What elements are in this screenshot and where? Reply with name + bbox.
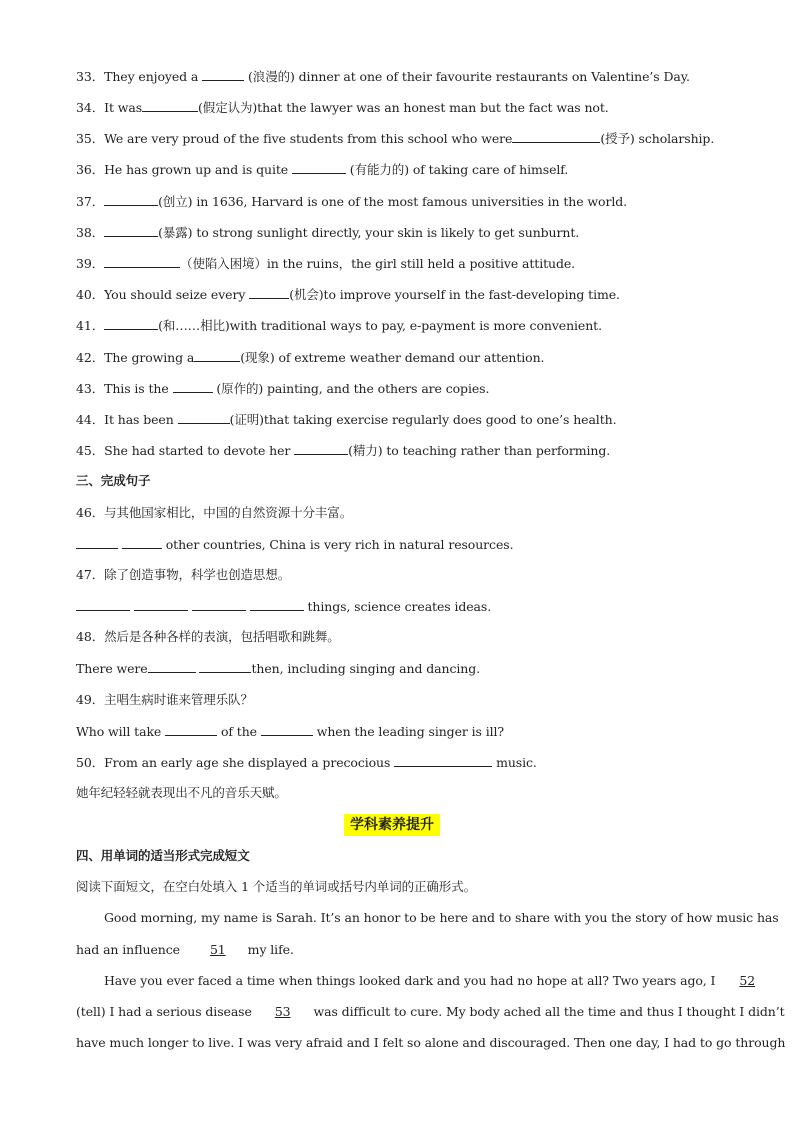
- question-42: 42．The growing a (现象) of extreme weather demand our attention.: [76, 350, 545, 365]
- answer-blank[interactable]: [134, 598, 188, 611]
- question-38: 38． (暴露) to strong sunlight directly, your skin is likely to get sunburnt.: [76, 225, 580, 240]
- answer-blank-53[interactable]: 53: [274, 1004, 291, 1019]
- answer-blank[interactable]: [394, 754, 492, 767]
- answer-blank[interactable]: [104, 224, 158, 237]
- answer-blank-52[interactable]: 52: [739, 973, 756, 988]
- question-34: 34．It was (假定认为)that the lawyer was an honest man but the fact was not.: [76, 100, 609, 115]
- answer-blank[interactable]: [192, 598, 246, 611]
- answer-blank[interactable]: [294, 442, 348, 455]
- question-49-english: Who will take of the when the leading singer is ill?: [76, 724, 504, 739]
- answer-blank[interactable]: [76, 536, 118, 549]
- question-41: 41． (和……相比)with traditional ways to pay, e-payment is more convenient.: [76, 318, 602, 333]
- answer-blank[interactable]: [261, 723, 313, 736]
- question-46-chinese: 46．与其他国家相比，中国的自然资源十分丰富。: [76, 505, 353, 520]
- question-50-chinese: 她年纪轻轻就表现出不凡的音乐天赋。: [76, 785, 287, 800]
- question-49-chinese: 49．主唱生病时谁来管理乐队？: [76, 692, 253, 707]
- passage-line: Good morning, my name is Sarah. It’s an honor to be here and to share with you the story of how music has: [104, 910, 779, 925]
- answer-blank[interactable]: [512, 130, 600, 143]
- question-36: 36．He has grown up and is quite (有能力的) of taking care of himself.: [76, 162, 569, 177]
- answer-blank[interactable]: [122, 536, 162, 549]
- answer-blank[interactable]: [250, 598, 304, 611]
- question-33: 33．They enjoyed a (浪漫的) dinner at one of their favourite restaurants on Valentine’s Day.: [76, 69, 690, 84]
- answer-blank-51[interactable]: 51: [209, 942, 226, 957]
- instruction-text: 阅读下面短文，在空白处填入 1 个适当的单词或括号内单词的正确形式。: [76, 879, 477, 894]
- passage-line: (tell) I had a serious disease 53 was difficult to cure. My body ached all the time and thus I thought I didn’t: [76, 1004, 785, 1019]
- passage-line: Have you ever faced a time when things looked dark and you had no hope at all? Two years ago, I 52: [104, 973, 775, 989]
- question-44: 44．It has been (证明)that taking exercise regularly does good to one’s health.: [76, 412, 617, 427]
- question-39: 39． （使陷入困境）in the ruins，the girl still held a positive attitude.: [76, 256, 576, 271]
- answer-blank[interactable]: [178, 411, 230, 424]
- section-banner: 学科素养提升: [344, 814, 440, 836]
- question-40: 40．You should seize every (机会)to improve yourself in the fast-developing time.: [76, 287, 620, 302]
- question-50-english: 50．From an early age she displayed a precocious music.: [76, 755, 537, 770]
- answer-blank[interactable]: [104, 255, 180, 268]
- answer-blank[interactable]: [249, 286, 289, 299]
- passage-line: have much longer to live. I was very afraid and I felt so alone and discouraged. Then one day, I had to go through: [76, 1035, 786, 1050]
- answer-blank[interactable]: [165, 723, 217, 736]
- question-48-english: There were then, including singing and dancing.: [76, 661, 480, 676]
- question-48-chinese: 48．然后是各种各样的表演，包括唱歌和跳舞。: [76, 629, 340, 644]
- answer-blank[interactable]: [173, 380, 213, 393]
- passage-line: had an influence 51 my life.: [76, 942, 294, 957]
- section-heading-4: 四、用单词的适当形式完成短文: [76, 848, 250, 863]
- answer-blank[interactable]: [104, 317, 158, 330]
- question-45: 45．She had started to devote her (精力) to teaching rather than performing.: [76, 443, 611, 458]
- question-37: 37． (创立) in 1636, Harvard is one of the most famous universities in the world.: [76, 194, 627, 209]
- answer-blank[interactable]: [148, 660, 196, 673]
- question-47-chinese: 47．除了创造事物，科学也创造思想。: [76, 567, 291, 582]
- question-46-english: other countries, China is very rich in natural resources.: [76, 536, 513, 553]
- answer-blank[interactable]: [104, 193, 158, 206]
- question-35: 35．We are very proud of the five students from this school who were (授予) scholarship.: [76, 131, 715, 146]
- answer-blank[interactable]: [292, 161, 346, 174]
- question-47-english: things, science creates ideas.: [76, 598, 491, 615]
- section-heading-3: 三、完成句子: [76, 473, 151, 488]
- answer-blank[interactable]: [142, 99, 198, 112]
- answer-blank[interactable]: [202, 68, 244, 81]
- answer-blank[interactable]: [76, 598, 130, 611]
- question-43: 43．This is the (原作的) painting, and the others are copies.: [76, 381, 490, 396]
- answer-blank[interactable]: [194, 349, 240, 362]
- answer-blank[interactable]: [199, 660, 251, 673]
